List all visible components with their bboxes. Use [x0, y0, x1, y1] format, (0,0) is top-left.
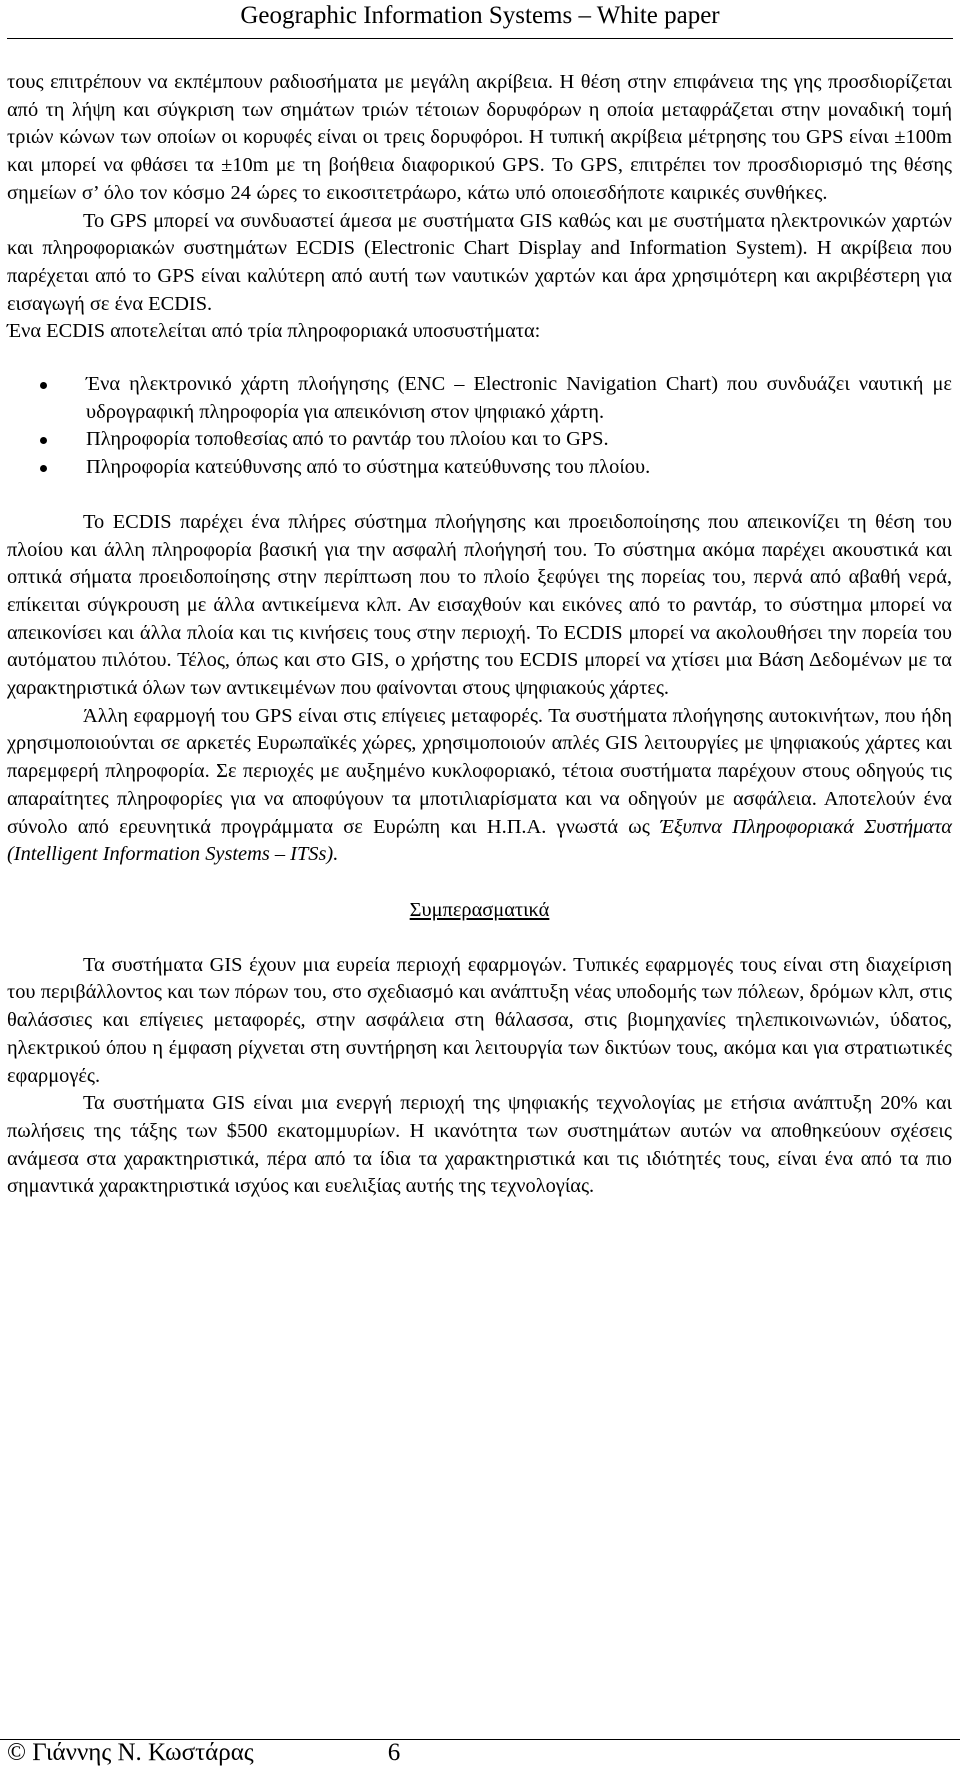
paragraph-ecdis-navigation: Το ECDIS παρέχει ένα πλήρες σύστημα πλοήγησης και προειδοποίησης που απεικονίζει τη θέση του πλοίου και άλλη πληροφορία βασική για την ασφαλή πλοήγησή του. Το σύστημα ακόμα παρέχει ακουστικά και οπτικά σήματα προειδοποίησης στην περίπτωση που το πλοίο ξεφύγει της πορείας του, περνά από αβαθή νερά, επίκειται σύγκρουση με άλλα αντικείμενα κλπ. Αν εισαχθούν και εικόνες από το ραντάρ, το σύστημα μπορεί να απεικονίσει και άλλα πλοία και τις κινήσεις τους στην περιοχή. Το ECDIS μπορεί να ακολουθήσει την πορεία του αυτόματου πιλότου. Τέλος, όπως και στο GIS, ο χρήστης του ECDIS μπορεί να χτίσει μια Βάση Δεδομένων με τα χαρακτηριστικά όλων των αντικειμένων που φαίνονται στους ψηφιακούς χάρτες. [7, 510, 952, 700]
list-item-text: Πληροφορία κατεύθυνσης από το σύστημα κατεύθυνσης του πλοίου. [86, 456, 651, 479]
page-footer [7, 1740, 400, 1766]
footer-author: © Γιάννης Ν. Κωστάρας [7, 1739, 254, 1766]
body-text [7, 69, 952, 1201]
paragraph-gps-ecdis: Το GPS μπορεί να συνδυαστεί άμεσα με συστήματα GIS καθώς και με συστήματα ηλεκτρονικών χαρτών και πληροφοριακών συστημάτων ECDIS (Electronic Chart Display and Information System). Η ακρίβεια που παρέχεται από το GPS είναι καλύτερη από αυτή των ναυτικών χαρτών και άρα χρησιμότερη και ακριβέστερη για εισαγωγή σε ένα ECDIS. [7, 209, 952, 315]
bullet-icon [40, 437, 47, 444]
header-rule [7, 38, 953, 39]
paragraph-gis-applications: Τα συστήματα GIS έχουν μια ευρεία περιοχή εφαρμογών. Τυπικές εφαρμογές τους είναι στη διαχείριση του περιβάλλοντος και των πόρων του, στο σχεδιασμό και ανάπτυξη νέας υποδομής των πόλεων, δρόμων κλπ, στις θαλάσσιες και επίγειες μεταφορές, στην ασφάλεια στη θάλασσα, στις βιομηχανίες τηλεπικοινωνιών, ύδατος, ηλεκτρικού όπου η έμφαση ρίχνεται στη συντήρηση και λειτουργία των δικτύων τους, ακόμα και για στρατιωτικές εφαρμογές. [7, 953, 952, 1087]
its-term: Έξυπνα Πληροφοριακά Συστήματα (Intelligent Information Systems – ITSs). [7, 815, 953, 866]
list-item [7, 426, 952, 454]
subsystem-list [7, 371, 952, 482]
running-header: Geographic Information Systems – White paper [240, 2, 720, 29]
list-item-text: Ένα ηλεκτρονικό χάρτη πλοήγησης (ENC – Electronic Navigation Chart) που συνδυάζει ναυτική με υδρογραφική πληροφορία για απεικόνιση στον ψηφιακό χάρτη. [86, 373, 952, 423]
list-item [7, 454, 952, 482]
list-item [7, 371, 952, 426]
bullet-icon [40, 465, 47, 472]
bullet-icon [40, 382, 47, 389]
paragraph-gis-market: Τα συστήματα GIS είναι μια ενεργή περιοχή της ψηφιακής τεχνολογίας με ετήσια ανάπτυξη 20% και πωλήσεις της τάξης των $500 εκατομμυρίων. Η ικανότητα των συστημάτων αυτών να αποθηκεύουν σχέσεις ανάμεσα στα χαρακτηριστικά, πέρα από τα ίδια τα χαρακτηριστικά και τις ιδιότητές τους, είναι ένα από τα πιο σημαντικά χαρακτηριστικά ισχύος και ευελιξίας αυτής της τεχνολογίας. [7, 1092, 952, 1198]
paragraph-ecdis-subsystems: Ένα ECDIS αποτελείται από τρία πληροφοριακά υποσυστήματα: [7, 320, 541, 343]
list-item-text: Πληροφορία τοποθεσίας από το ραντάρ του πλοίου και το GPS. [86, 428, 609, 451]
paragraph-land-transport [7, 703, 952, 869]
paragraph-gps-accuracy: τους επιτρέπουν να εκπέμπουν ραδιοσήματα με μεγάλη ακρίβεια. Η θέση στην επιφάνεια της γης προσδιορίζεται από τη λήψη και σύγκριση των σημάτων τριών τέτοιων δορυφόρων η οποία μεταφράζεται στην μοναδική τομή τριών κώνων των οποίων οι κορυφές είναι οι τρεις δορυφόροι. Η τυπική ακρίβεια μέτρησης του GPS είναι ±100m και μπορεί να φθάσει τα ±10m με τη βοήθεια διαφορικού GPS. Το GPS, επιτρέπει τον προσδιορισμό της θέσης σημείων σ’ όλο τον κόσμο 24 ώρες το εικοσιτετράωρο, κάτω υπό οποιεσδήποτε καιρικές συνθήκες. [7, 71, 952, 204]
paragraph-land-transport-text: Άλλη εφαρμογή του GPS είναι στις επίγειες μεταφορές. Τα συστήματα πλοήγησης αυτοκινήτων, που ήδη χρησιμοποιούνται σε αρκετές Ευρωπαϊκές χώρες, χρησιμοποιούν απλές GIS λειτουργίες με ψηφιακούς χάρτες και παρεμφερή πληροφορία. Σε περιοχές με αυξημένο κυκλοφοριακό, τέτοια συστήματα παρέχουν στους οδηγούς τις απαραίτητες πληροφορίες για να αποφύγουν τα μποτιλιαρίσματα και να οδηγούν με ασφάλεια. Αποτελούν ένα σύνολο από ερευνητικά προγράμματα σε Ευρώπη και Η.Π.Α. γνωστά ως [7, 704, 952, 838]
section-heading-conclusions: Συμπερασματικά [409, 898, 550, 921]
page-number: 6 [387, 1739, 401, 1766]
